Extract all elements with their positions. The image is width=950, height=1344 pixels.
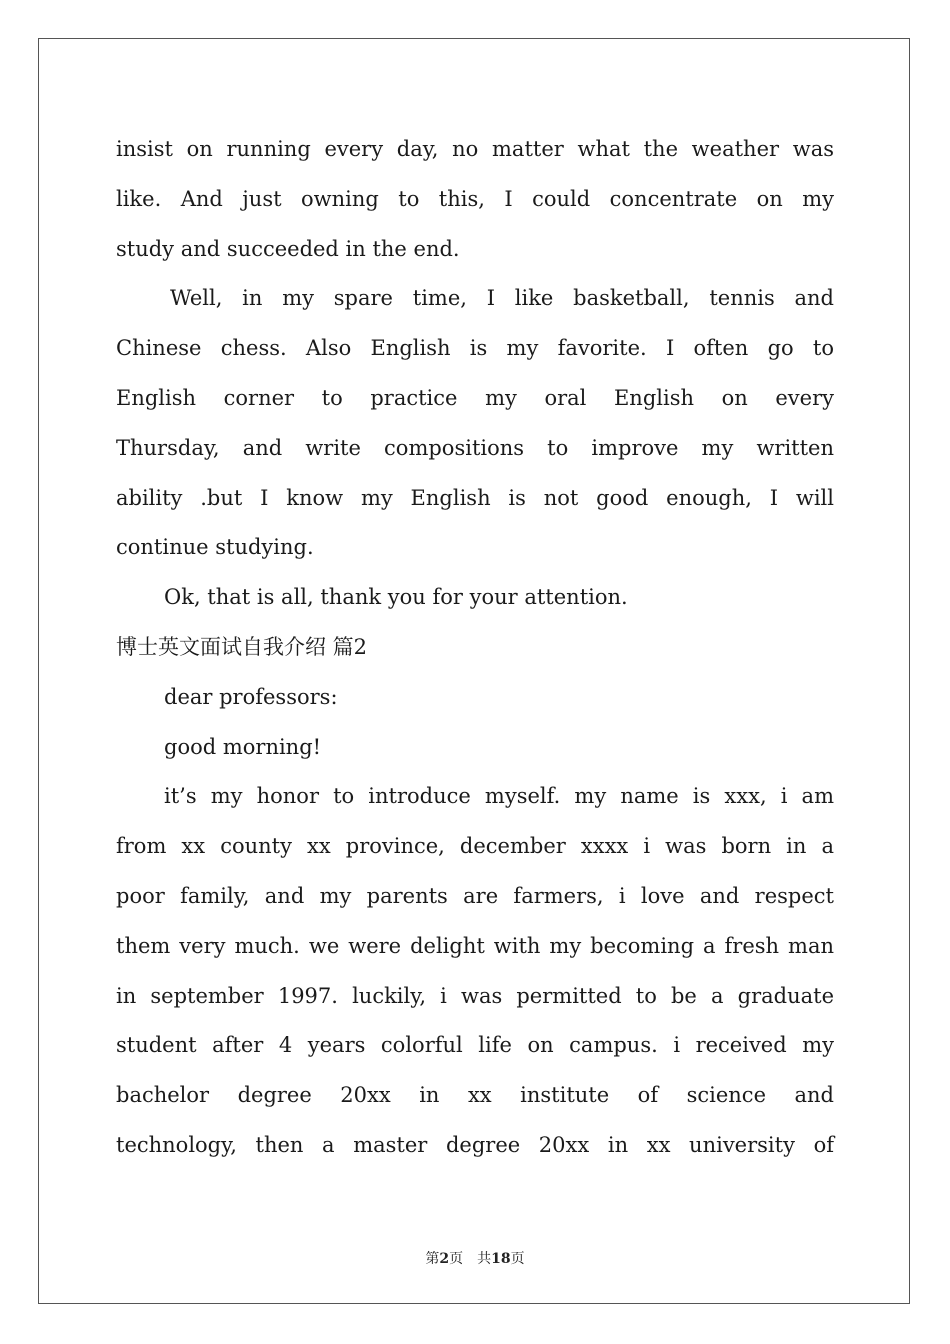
paragraph-line: poor family, and my parents are farmers, i love and respect xyxy=(116,883,834,908)
page-number: 2 xyxy=(439,1251,450,1267)
paragraph-line: Thursday, and write compositions to improve my written xyxy=(116,435,834,460)
page-footer xyxy=(0,1248,950,1268)
salutation-line: dear professors: xyxy=(164,684,338,709)
paragraph-line: Chinese chess. Also English is my favorite. I often go to xyxy=(116,336,834,361)
paragraph-line: them very much. we were delight with my becoming a fresh man xyxy=(116,933,834,958)
paragraph-line: Well, in my spare time, I like basketball, tennis and xyxy=(170,286,834,311)
page-prefix: 第 xyxy=(425,1251,440,1267)
total-prefix: 共 xyxy=(477,1251,492,1267)
paragraph-line: study and succeeded in the end. xyxy=(116,236,460,261)
paragraph-line: bachelor degree 20xx in xx institute of science and xyxy=(116,1083,834,1108)
paragraph-line: insist on running every day, no matter what the weather was xyxy=(116,137,834,161)
paragraph-line: student after 4 years colorful life on campus. i received my xyxy=(116,1033,834,1058)
total-pages: 18 xyxy=(491,1251,511,1267)
paragraph-line: in september 1997. luckily, i was permitted to be a graduate xyxy=(116,983,834,1008)
document-body xyxy=(116,125,834,1171)
paragraph-line: Ok, that is all, thank you for your attention. xyxy=(164,585,628,610)
paragraph-line: like. And just owning to this, I could concentrate on my xyxy=(116,186,834,211)
paragraph-line: technology, then a master degree 20xx in xx university of xyxy=(116,1132,834,1157)
total-suffix: 页 xyxy=(510,1251,525,1267)
greeting-line: good morning! xyxy=(164,734,322,759)
paragraph-line: ability .but I know my English is not good enough, I will xyxy=(116,485,834,510)
paragraph-line: from xx county xx province, december xxxx i was born in a xyxy=(116,834,834,859)
paragraph-line: continue studying. xyxy=(116,535,314,560)
paragraph-line: it’s my honor to introduce myself. my name is xxx, i am xyxy=(164,784,834,809)
paragraph-line: English corner to practice my oral English on every xyxy=(116,385,834,410)
page-suffix: 页 xyxy=(449,1251,464,1267)
section-heading: 博士英文面试自我介绍 篇2 xyxy=(116,634,368,659)
